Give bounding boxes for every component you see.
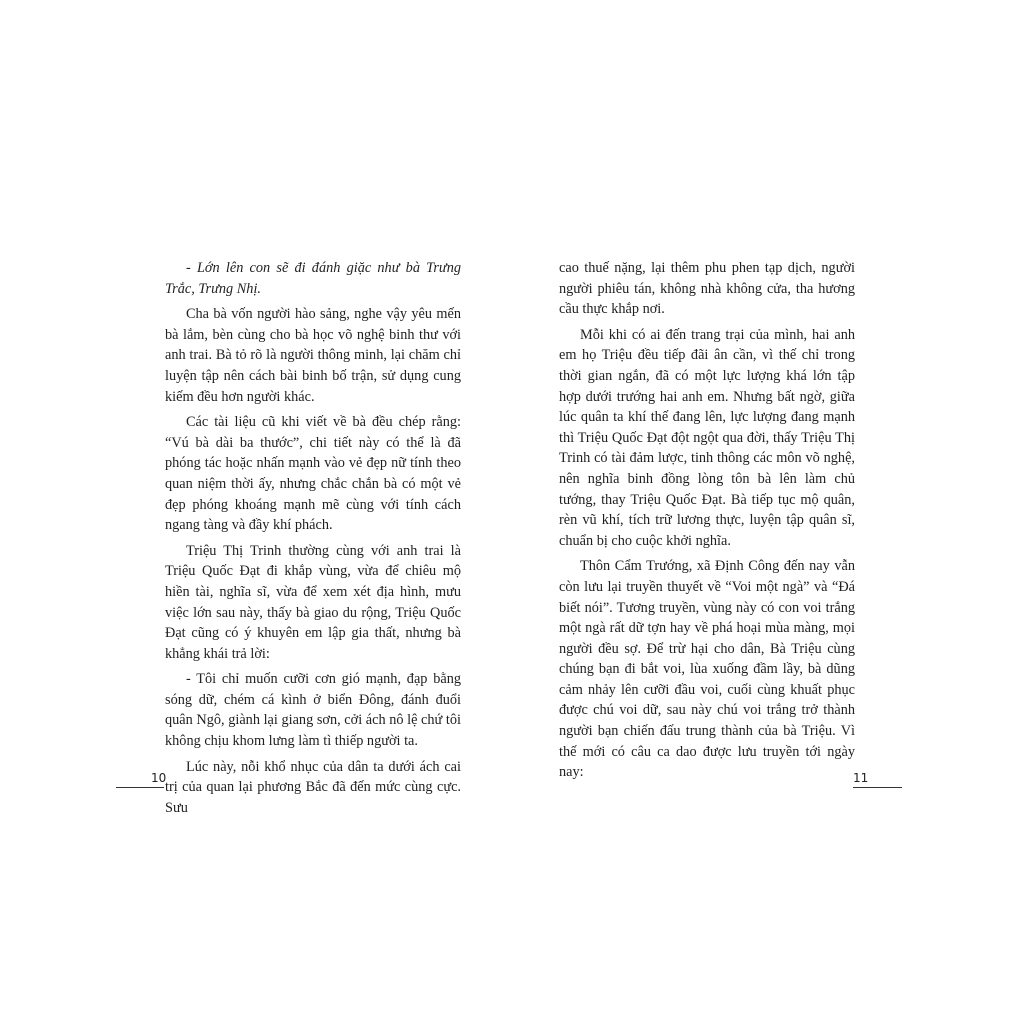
- right-page-text: [559, 258, 855, 788]
- left-page-text: [165, 258, 461, 823]
- paragraph: Mỗi khi có ai đến trang trại của mình, hai anh em họ Triệu đều tiếp đãi ân cần, vì thế chỉ trong thời gian ngắn, đã có một lực lượng khá lớn tập hợp dưới trướng hai anh em. Nhưng bất ngờ, giữa lúc quân ta khí thế đang lên, lực lượng đang mạnh thì Triệu Quốc Đạt đột ngột qua đời, thấy Triệu Thị Trinh có tài đảm lược, tinh thông các môn võ nghệ, nên nghĩa binh đồng lòng tôn bà lên làm chủ tướng, thay Triệu Quốc Đạt. Bà tiếp tục mộ quân, rèn vũ khí, tích trữ lương thực, luyện tập quân sĩ, chuẩn bị cho cuộc khởi nghĩa.: [559, 326, 855, 549]
- paragraph: - Tôi chỉ muốn cưỡi cơn gió mạnh, đạp bằng sóng dữ, chém cá kình ở biển Đông, đánh đuổi quân Ngô, giành lại giang sơn, cởi ách nô lệ chứ tôi không chịu khom lưng làm tì thiếp người ta.: [165, 671, 461, 750]
- paragraph: Lúc này, nỗi khổ nhục của dân ta dưới ách cai trị của quan lại phương Bắc đã đến mức cùng cực. Sưu: [165, 758, 461, 816]
- paragraph: Triệu Thị Trinh thường cùng với anh trai là Triệu Quốc Đạt đi khắp vùng, vừa để chiêu mộ hiền tài, nghĩa sĩ, vừa để xem xét địa hình, mưu việc lớn sau này, thấy bà giao du rộng, Triệu Quốc Đạt cũng có ý khuyên em lập gia thất, nhưng bà khẳng khái trả lời:: [165, 542, 461, 662]
- paragraph: Các tài liệu cũ khi viết về bà đều chép rằng: “Vú bà dài ba thước”, chi tiết này có thể là đã phóng tác hoặc nhấn mạnh vào vẻ đẹp nữ tính theo quan niệm thời ấy, nhưng chắc chắn bà có một vẻ đẹp phóng khoáng mạnh mẽ cùng với tính cách ngang tàng và đầy khí phách.: [165, 414, 461, 534]
- right-page: [512, 0, 1024, 1024]
- paragraph: Cha bà vốn người hào sảng, nghe vậy yêu mến bà lắm, bèn cùng cho bà học võ nghệ binh thư với anh trai. Bà tỏ rõ là người thông minh, lại chăm chỉ luyện tập nên cách bài binh bố trận, sử dụng cung kiếm đều hơn người khác.: [165, 306, 461, 405]
- paragraph: Thôn Cẩm Trướng, xã Định Công đến nay vẫn còn lưu lại truyền thuyết về “Voi một ngà” và “Đá biết nói”. Tương truyền, vùng này có con voi trắng một ngà rất dữ tợn hay về phá hoại mùa màng, mọi người đều sợ. Để trừ hại cho dân, Bà Triệu cùng chúng bạn đi bắt voi, lùa xuống đầm lầy, bà dũng cảm nhảy lên cưỡi đầu voi, cuối cùng khuất phục được chú voi dữ, sau này chú voi trắng trở thành người bạn chiến đấu trung thành của bà Triệu. Vì thế mới có câu ca dao được lưu truyền tới ngày nay:: [559, 558, 855, 781]
- page-number-rule: [853, 787, 902, 788]
- page-number: 11: [853, 771, 869, 785]
- page-number: 10: [151, 771, 167, 785]
- paragraph: - Lớn lên con sẽ đi đánh giặc như bà Trưng Trắc, Trưng Nhị.: [165, 260, 461, 297]
- page-number-rule: [116, 787, 164, 788]
- paragraph: cao thuế nặng, lại thêm phu phen tạp dịch, người người phiêu tán, không nhà không cửa, tha hương cầu thực khắp nơi.: [559, 260, 855, 318]
